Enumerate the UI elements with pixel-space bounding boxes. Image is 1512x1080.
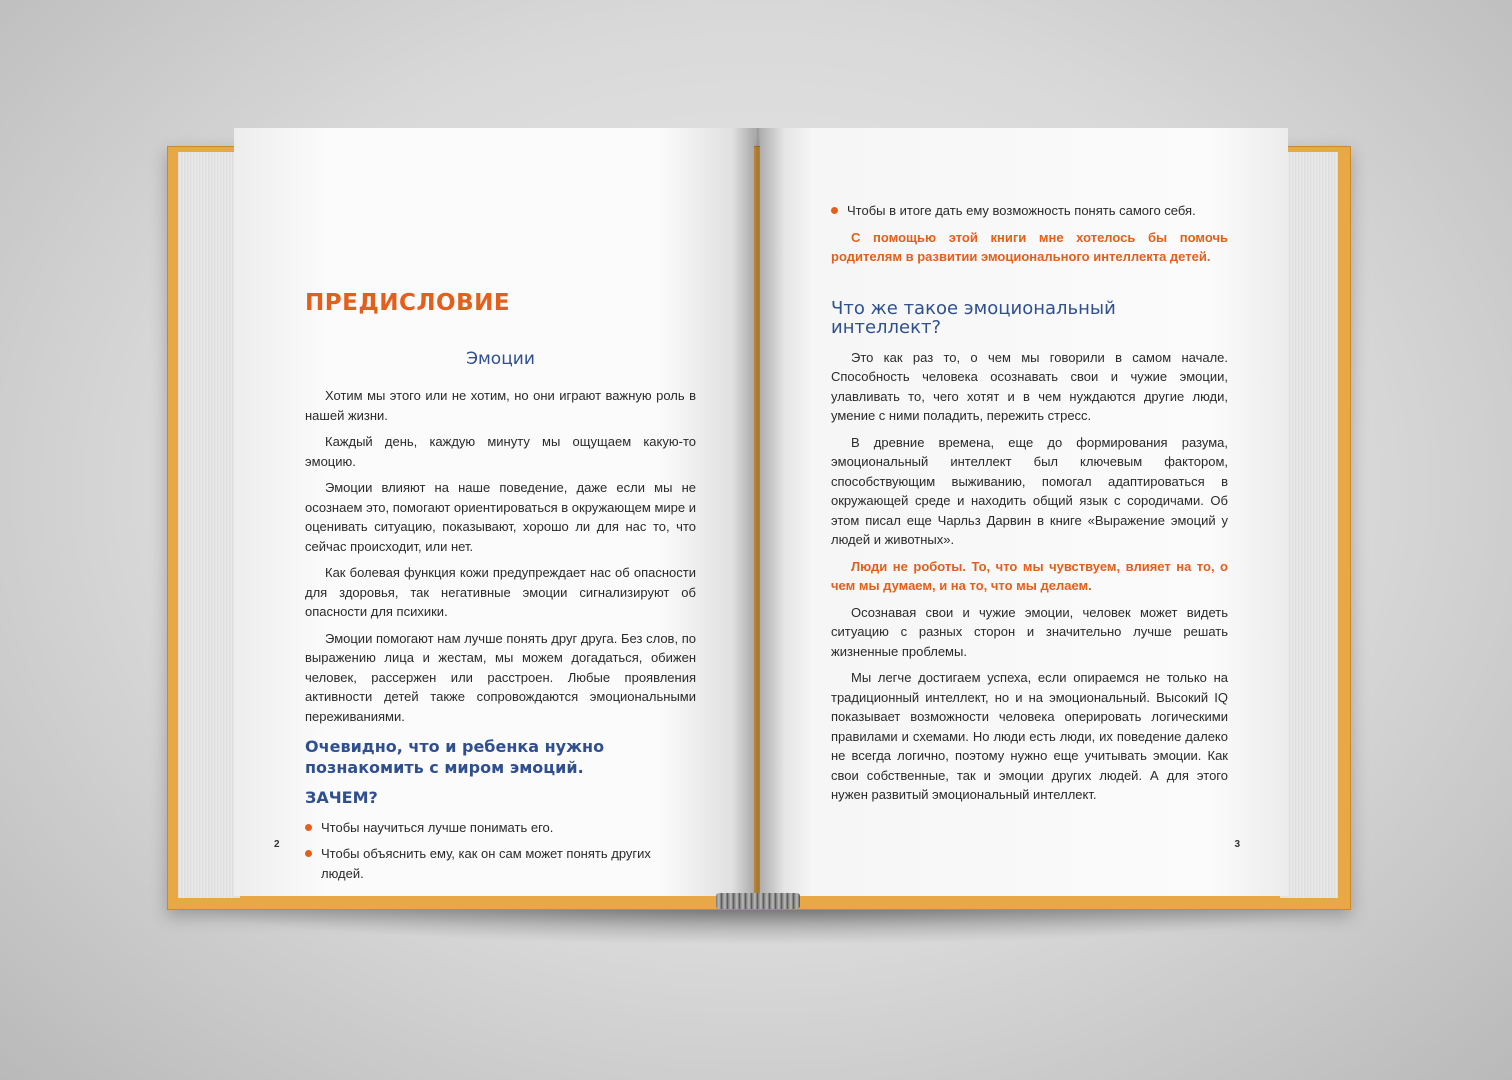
paragraph: Осознавая свои и чужие эмоции, человек может видеть ситуацию с разных сторон и значительно лучше решать жизненные проблемы. bbox=[831, 604, 1228, 659]
left-page-edges bbox=[178, 152, 240, 898]
book-shadow bbox=[175, 905, 1345, 945]
list-item bbox=[305, 818, 696, 838]
paragraph: Хотим мы этого или не хотим, но они играют важную роль в нашей жизни. bbox=[305, 388, 696, 423]
bullet-dot-icon bbox=[305, 824, 312, 831]
paragraph: Мы легче достигаем успеха, если опираемся не только на традиционный интеллект, но и на эмоциональный. Высокий IQ показывает возможности человека оперировать логическими правилами и схемами. Но люди есть люди, их поведение далеко не всегда логично, поэтому нужно еще учитывать эмоции. Как свои собственные, так и эмоции других людей. А для этого нужен развитый эмоциональный интеллект. bbox=[831, 670, 1228, 802]
emphasis-statement: С помощью этой книги мне хотелось бы помочь родителям в развитии эмоционального интеллекта детей. bbox=[831, 229, 1228, 264]
bullet-dot-icon bbox=[831, 207, 838, 214]
right-page-edges bbox=[1280, 152, 1338, 898]
paragraph: Каждый день, каждую минуту мы ощущаем какую-то эмоцию. bbox=[305, 434, 696, 469]
book-gutter bbox=[732, 128, 784, 908]
book-spine bbox=[716, 893, 800, 909]
paragraph: Эмоции влияют на наше поведение, даже если мы не осознаем это, помогают ориентироваться в окружающем мире и оценивать ситуацию, показывают, хорошо ли для нас то, что сейчас происходит, или нет. bbox=[305, 480, 696, 554]
paragraph: Как болевая функция кожи предупреждает нас об опасности для здоровья, так негативные эмоции сигнализируют об опасности для психики. bbox=[305, 565, 696, 619]
paragraph: В древние времена, еще до формирования разума, эмоциональный интеллект был ключевым фактором, способствующим выживанию, помогал адаптироваться в окружающей среде и находить общий язык с сородичами. Об этом писал еще Чарльз Дарвин в книге «Выражение эмоций у людей и животных». bbox=[831, 434, 1228, 547]
bullet-dot-icon bbox=[305, 850, 312, 857]
chapter-title: ПРЕДИСЛОВИЕ bbox=[305, 290, 511, 316]
list-item-text: Чтобы объяснить ему, как он сам может понять других людей. bbox=[321, 846, 651, 881]
list-item bbox=[305, 844, 696, 883]
list-item bbox=[831, 201, 1228, 221]
paragraph: Эмоции помогают нам лучше понять друг друга. Без слов, по выражению лица и жестам, мы можем догадаться, обижен человек, рассержен или расстроен. Любые проявления активности детей также сопровождаются эмоциональными переживаниями. bbox=[305, 630, 696, 724]
why-heading: ЗАЧЕМ? bbox=[305, 788, 378, 807]
left-page bbox=[234, 128, 754, 896]
emphasis-statement: Очевидно, что и ребенка нужно познакомить с миром эмоций. bbox=[305, 737, 605, 777]
page-number: 3 bbox=[1234, 838, 1240, 850]
section-title: Эмоции bbox=[466, 348, 535, 369]
list-item-text: Чтобы научиться лучше понимать его. bbox=[321, 819, 554, 835]
page-number: 2 bbox=[274, 838, 280, 850]
right-page bbox=[760, 128, 1288, 896]
section-subheading: Что же такое эмоциональный интеллект? bbox=[831, 297, 1116, 338]
emphasis-statement: Люди не роботы. То, что мы чувствуем, влияет на то, о чем мы думаем, и на то, что мы делаем. bbox=[831, 558, 1228, 593]
list-item-text: Чтобы в итоге дать ему возможность понять самого себя. bbox=[847, 203, 1196, 218]
paragraph: Это как раз то, о чем мы говорили в самом начале. Способность человека осознавать свои и чужие эмоции, улавливать то, чего хотят и в чем нуждаются другие люди, умение с ними поладить, пережить стресс. bbox=[831, 349, 1228, 423]
